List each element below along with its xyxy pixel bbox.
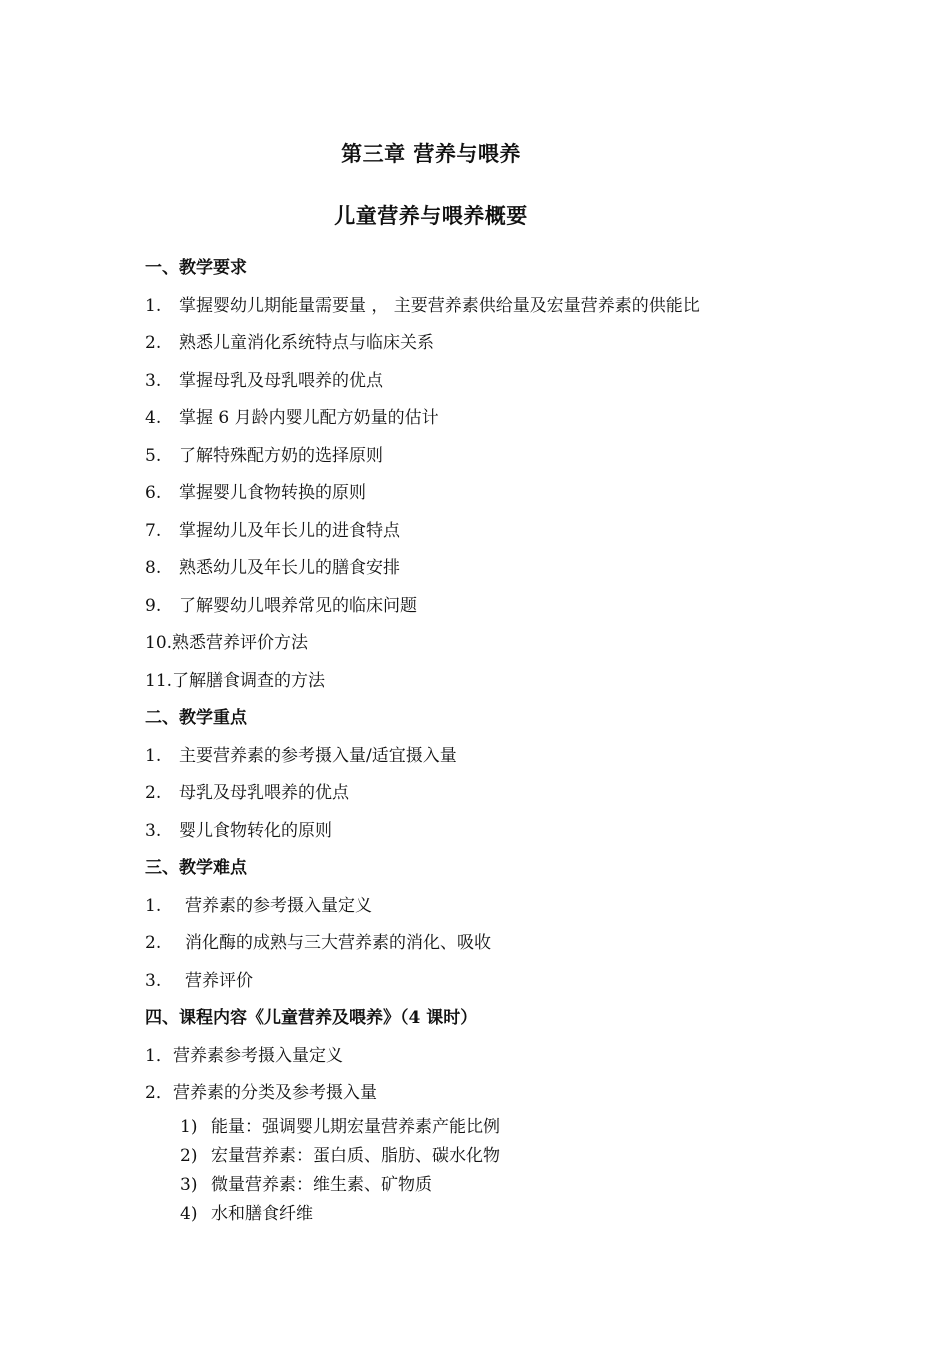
sub-list-item: [180, 1142, 845, 1171]
list-item: [145, 813, 845, 851]
list-item: [145, 775, 845, 813]
item-text: 掌握幼儿及年长儿的进食特点: [179, 520, 400, 541]
list-item: [145, 513, 845, 551]
item-text: 消化酶的成熟与三大营养素的消化、吸收: [185, 933, 491, 953]
sub-item-text: 水和膳食纤维: [211, 1203, 313, 1224]
item-number: 11.: [145, 670, 173, 691]
item-number: 2.: [145, 783, 162, 803]
item-number: 4.: [145, 408, 162, 428]
sub-item-text: 宏量营养素：蛋白质、脂肪、碳水化物: [211, 1145, 500, 1166]
sub-list-item: [180, 1200, 845, 1229]
sub-item-number: 1): [180, 1116, 198, 1137]
list-item: [145, 288, 845, 326]
sub-item-number: 4): [180, 1203, 198, 1224]
chapter-title: 第三章 营养与喂养: [341, 141, 521, 166]
item-number: 3.: [145, 370, 162, 391]
list-item: [145, 1038, 845, 1076]
item-number: 3.: [145, 820, 162, 841]
item-text: 主要营养素的参考摄入量/适宜摄入量: [179, 745, 457, 766]
sub-item-text: 能量：强调婴儿期宏量营养素产能比例: [211, 1116, 500, 1137]
item-number: 3.: [145, 970, 162, 991]
section-heading-requirements: 一、教学要求: [145, 258, 247, 278]
item-text: 了解婴幼儿喂养常见的临床问题: [179, 595, 417, 616]
list-item: [145, 925, 845, 963]
list-item: [145, 588, 845, 626]
sub-list-item: [180, 1171, 845, 1200]
item-text: 熟悉幼儿及年长儿的膳食安排: [179, 558, 400, 578]
item-number: 2.: [145, 933, 162, 953]
item-text: 营养素参考摄入量定义: [173, 1045, 343, 1066]
item-number: 8.: [145, 558, 162, 578]
sub-list: [180, 1113, 845, 1229]
item-text: 掌握母乳及母乳喂养的优点: [179, 370, 383, 391]
list-item: [145, 663, 845, 701]
document-title: 儿童营养与喂养概要: [334, 203, 528, 228]
list-item: [145, 1075, 845, 1113]
list-item: [145, 625, 845, 663]
section-heading-key-points: 二、教学重点: [145, 708, 247, 728]
item-number: 9.: [145, 595, 162, 616]
list-item: [145, 550, 845, 588]
item-number: 2．: [145, 1083, 173, 1103]
item-number: 5.: [145, 445, 162, 466]
item-text: 营养评价: [185, 970, 253, 991]
document-body: [145, 250, 845, 1229]
item-number: 10.: [145, 633, 173, 653]
sub-list-item: [180, 1113, 845, 1142]
item-text: 掌握 6 月龄内婴儿配方奶量的估计: [179, 408, 439, 428]
sub-item-number: 3): [180, 1174, 198, 1195]
list-item: [145, 363, 845, 401]
item-text: 掌握婴儿食物转换的原则: [179, 483, 366, 503]
item-text: 营养素的参考摄入量定义: [185, 895, 372, 916]
list-item: [145, 888, 845, 926]
list-item: [145, 438, 845, 476]
item-number: 1.: [145, 295, 162, 316]
item-text: 婴儿食物转化的原则: [179, 820, 332, 841]
item-text: 了解膳食调查的方法: [172, 670, 326, 691]
item-number: 1.: [145, 745, 162, 766]
section-heading-difficulties: 三、教学难点: [145, 858, 247, 878]
item-number: 7.: [145, 520, 162, 541]
item-text: 熟悉儿童消化系统特点与临床关系: [179, 333, 434, 353]
list-item: [145, 325, 845, 363]
item-text: 掌握婴幼儿期能量需要量 ， 主要营养素供给量及宏量营养素的供能比: [179, 295, 700, 316]
list-item: [145, 963, 845, 1001]
list-item: [145, 475, 845, 513]
item-number: 1.: [145, 895, 162, 916]
item-number: 1．: [145, 1045, 173, 1066]
item-text: 熟悉营养评价方法: [172, 633, 309, 653]
item-text: 营养素的分类及参考摄入量: [173, 1083, 377, 1103]
sub-item-text: 微量营养素：维生素、矿物质: [211, 1174, 432, 1195]
section-heading-course-content: 四、课程内容《儿童营养及喂养》（4 课时）: [145, 1008, 478, 1028]
item-number: 2.: [145, 333, 162, 353]
list-item: [145, 738, 845, 776]
sub-item-number: 2): [180, 1145, 198, 1166]
item-number: 6.: [145, 483, 162, 503]
item-text: 母乳及母乳喂养的优点: [179, 783, 349, 803]
list-item: [145, 400, 845, 438]
item-text: 了解特殊配方奶的选择原则: [179, 445, 383, 466]
